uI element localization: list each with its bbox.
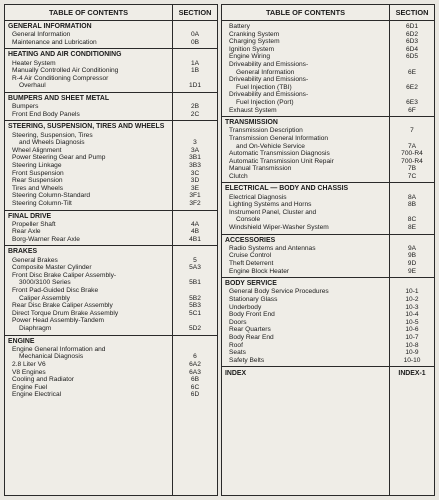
section-title: BODY SERVICE — [225, 280, 277, 288]
toc-section — [5, 49, 217, 93]
entry-label: Steering, Suspension, Tires — [12, 131, 93, 139]
entry-section-code: 9A — [407, 244, 417, 252]
entry-label: Charging System — [229, 38, 280, 46]
toc-entry[interactable] — [222, 209, 434, 217]
entry-label: Safety Belts — [229, 356, 265, 364]
entry-label: General Brakes — [12, 256, 58, 264]
entry-label: General Information — [236, 68, 295, 76]
section-title: ENGINE — [8, 337, 35, 345]
index-entry[interactable] — [222, 367, 434, 377]
entry-label: Automatic Transmission Unit Repair — [229, 157, 334, 165]
entry-label: Overhaul — [19, 82, 46, 90]
toc-entry[interactable] — [5, 103, 217, 111]
entry-label: Transmission General Information — [229, 134, 329, 142]
entry-section-code: 10-1 — [405, 288, 419, 296]
entry-label: Steering Linkage — [12, 161, 62, 169]
toc-entry[interactable] — [5, 132, 217, 140]
toc-entry[interactable] — [222, 38, 434, 46]
entry-section-code: 10-9 — [405, 349, 419, 357]
toc-section — [222, 183, 434, 234]
entry-label: Power Head Assembly-Tandem — [12, 317, 104, 325]
entry-section-code: 10-8 — [405, 341, 419, 349]
toc-section — [5, 211, 217, 247]
toc-entry[interactable] — [5, 154, 217, 162]
toc-entry[interactable] — [222, 319, 434, 327]
toc-entry[interactable] — [222, 23, 434, 31]
section-title: ACCESSORIES — [225, 236, 276, 244]
entry-label: Stationary Glass — [229, 296, 278, 304]
entry-section-code: 9E — [407, 267, 417, 275]
entry-label: Maintenance and Lubrication — [12, 38, 97, 46]
entry-label: Front Disc Brake Caliper Assembly- — [12, 271, 117, 279]
entry-label: Theft Deterrent — [229, 260, 274, 268]
header-title: TABLE OF CONTENTS — [222, 5, 390, 20]
entry-label: Console — [236, 216, 261, 224]
entry-label: Radio Systems and Antennas — [229, 244, 316, 252]
entry-label: Rear Suspension — [12, 177, 63, 185]
entry-label: Wheel Alignment — [12, 146, 62, 154]
toc-entry[interactable] — [222, 76, 434, 84]
entry-label: Front End Body Panels — [12, 110, 80, 118]
toc-entry[interactable] — [222, 91, 434, 99]
toc-entry[interactable] — [5, 82, 217, 90]
entry-section-code: 5 — [193, 256, 197, 264]
entry-section-code: 10-5 — [405, 318, 419, 326]
entry-section-code: 3F1 — [189, 192, 201, 200]
entry-label: Cooling and Radiator — [12, 376, 74, 384]
toc-entry[interactable] — [222, 173, 434, 181]
entry-section-code: 8E — [407, 224, 417, 232]
entry-label: Borg-Warner Rear Axle — [12, 235, 80, 243]
toc-entry[interactable] — [222, 296, 434, 304]
entry-section-code: 6D4 — [405, 45, 419, 53]
entry-label: Cranking System — [229, 30, 280, 38]
toc-entry[interactable] — [222, 61, 434, 69]
toc-entry[interactable] — [5, 228, 217, 236]
entry-label: Power Steering Gear and Pump — [12, 154, 106, 162]
toc-entry[interactable] — [222, 304, 434, 312]
toc-section — [5, 336, 217, 495]
toc-entry[interactable] — [5, 139, 217, 147]
entry-label: Engine Wiring — [229, 53, 271, 61]
entry-label: Cruise Control — [229, 252, 272, 260]
entry-label: Direct Torque Drum Brake Assembly — [12, 309, 119, 317]
entry-section-code: 6E — [407, 68, 417, 76]
toc-entry[interactable] — [222, 260, 434, 268]
entry-section-code: 2C — [190, 110, 200, 118]
entry-label: Steering Column-Tilt — [12, 199, 72, 207]
toc-entry[interactable] — [5, 295, 217, 303]
toc-entry[interactable] — [5, 170, 217, 178]
entry-label: Engine Fuel — [12, 383, 48, 391]
entry-label: R-4 Air Conditioning Compressor — [12, 74, 109, 82]
entry-label: Clutch — [229, 172, 248, 180]
toc-entry[interactable] — [222, 127, 434, 135]
entry-section-code: 6F — [408, 106, 416, 114]
toc-entry[interactable] — [222, 342, 434, 350]
header-section: SECTION — [395, 8, 429, 17]
entry-section-code: 7A — [407, 142, 417, 150]
entry-label: General Body Service Procedures — [229, 288, 329, 296]
entry-label: Driveability and Emissions- — [229, 60, 309, 68]
entry-label: 2.8 Liter V6 — [12, 361, 46, 369]
left-column-header — [5, 5, 217, 21]
entry-label: Steering Column-Standard — [12, 192, 91, 200]
entry-label: Doors — [229, 318, 247, 326]
toc-entry[interactable] — [5, 361, 217, 369]
entry-section-code: 700-R4 — [401, 157, 423, 165]
toc-entry[interactable] — [222, 135, 434, 143]
header-section: SECTION — [178, 8, 212, 17]
entry-label: Seats — [229, 349, 246, 357]
entry-section-code: 3 — [193, 139, 197, 147]
entry-section-code: 8A — [407, 193, 417, 201]
entry-section-code: 6A2 — [189, 361, 201, 369]
entry-section-code: 6C — [190, 383, 200, 391]
entry-label: Electrical Diagnosis — [229, 193, 287, 201]
entry-label: Automatic Transmission Diagnosis — [229, 150, 330, 158]
entry-label: Caliper Assembly — [19, 294, 70, 302]
entry-section-code: 8C — [407, 216, 417, 224]
entry-label: Body Rear End — [229, 334, 274, 341]
toc-section — [5, 93, 217, 121]
toc-entry[interactable] — [5, 272, 217, 280]
entry-label: Exhaust System — [229, 106, 277, 114]
entry-label: Fuel Injection (TBI) — [236, 83, 292, 91]
entry-section-code: 700-R4 — [401, 150, 423, 158]
entry-label: Battery — [229, 23, 250, 30]
entry-section-code: 10-4 — [405, 311, 419, 319]
section-title: STEERING, SUSPENSION, TIRES AND WHEELS — [8, 123, 165, 131]
entry-label: Manually Controlled Air Conditioning — [12, 67, 119, 75]
toc-entry[interactable] — [222, 150, 434, 158]
entry-label: Heater System — [12, 59, 56, 67]
toc-entry[interactable] — [222, 357, 434, 365]
toc-entry[interactable] — [222, 194, 434, 202]
entry-label: V8 Engines — [12, 368, 46, 376]
toc-entry[interactable] — [222, 288, 434, 296]
toc-entry[interactable] — [222, 334, 434, 342]
entry-label: Bumpers — [12, 103, 39, 111]
entry-section-code: 5B3 — [189, 302, 201, 310]
toc-entry[interactable] — [5, 111, 217, 119]
entry-label: Ignition System — [229, 45, 275, 53]
entry-label: 3000/3100 Series — [19, 279, 71, 287]
toc-entry[interactable] — [5, 317, 217, 325]
toc-entry[interactable] — [222, 311, 434, 319]
section-title: FINAL DRIVE — [8, 212, 52, 220]
entry-section-code: 10-10 — [403, 356, 421, 364]
entry-label: and Wheels Diagnosis — [19, 139, 85, 147]
entry-section-code: 10-2 — [405, 296, 419, 304]
entry-section-code: 10-3 — [405, 303, 419, 311]
entry-label: Tires and Wheels — [12, 184, 64, 192]
entry-section-code: 6D1 — [405, 23, 419, 30]
right-column-header — [222, 5, 434, 21]
entry-section-code: 6E2 — [406, 83, 418, 91]
entry-section-code: 0A — [190, 31, 200, 39]
entry-section-code: 6 — [193, 353, 197, 361]
left-column — [4, 4, 218, 496]
entry-section-code: 5B2 — [189, 294, 201, 302]
toc-entry[interactable] — [5, 192, 217, 200]
index-code: INDEX-1 — [398, 370, 426, 378]
toc-entry[interactable] — [222, 216, 434, 224]
toc-section — [5, 21, 217, 49]
entry-section-code: 6D — [190, 391, 200, 399]
toc-entry[interactable] — [5, 147, 217, 155]
toc-entry[interactable] — [222, 165, 434, 173]
entry-label: Mechanical Diagnosis — [19, 353, 84, 361]
entry-section-code: 10-7 — [405, 334, 419, 341]
entry-section-code: 3A — [190, 146, 200, 154]
toc-entry[interactable] — [222, 245, 434, 253]
toc-entry[interactable] — [5, 353, 217, 361]
section-title: BRAKES — [8, 248, 38, 256]
entry-label: Composite Master Cylinder — [12, 264, 92, 272]
entry-label: Rear Axle — [12, 228, 41, 236]
entry-label: Driveability and Emissions- — [229, 76, 309, 84]
section-title: HEATING AND AIR CONDITIONING — [8, 51, 122, 59]
toc-entry[interactable] — [5, 236, 217, 244]
toc-entry[interactable] — [5, 287, 217, 295]
entry-section-code: 7B — [407, 165, 417, 173]
entry-label: Front Suspension — [12, 169, 64, 177]
toc-entry[interactable] — [5, 60, 217, 68]
toc-entry[interactable] — [222, 31, 434, 39]
toc-entry[interactable] — [5, 384, 217, 392]
entry-label: Body Front End — [229, 311, 275, 319]
toc-entry[interactable] — [5, 310, 217, 318]
toc-entry[interactable] — [222, 158, 434, 166]
toc-section — [222, 117, 434, 183]
entry-section-code: 3B1 — [189, 154, 201, 162]
index-label: INDEX — [225, 370, 247, 378]
entry-section-code: 6E3 — [406, 98, 418, 106]
entry-section-code: 4B — [190, 228, 200, 236]
entry-section-code: 6D2 — [405, 30, 419, 38]
toc-entry[interactable] — [5, 162, 217, 170]
toc-entry[interactable] — [5, 200, 217, 208]
toc-entry[interactable] — [222, 268, 434, 276]
entry-label: Diaphragm — [19, 325, 52, 333]
toc-entry[interactable] — [5, 302, 217, 310]
toc-entry[interactable] — [5, 75, 217, 83]
entry-label: Rear Disc Brake Caliper Assembly — [12, 302, 113, 310]
toc-entry[interactable] — [222, 53, 434, 61]
toc-entry[interactable] — [222, 69, 434, 77]
entry-section-code: 0B — [190, 38, 200, 46]
entry-section-code: 10-6 — [405, 326, 419, 334]
toc-entry[interactable] — [5, 391, 217, 399]
toc-entry[interactable] — [5, 369, 217, 377]
toc-entry[interactable] — [5, 257, 217, 265]
toc-entry[interactable] — [5, 221, 217, 229]
toc-entry[interactable] — [222, 224, 434, 232]
toc-section — [5, 246, 217, 335]
entry-section-code: 5C1 — [188, 309, 202, 317]
toc-entry[interactable] — [5, 177, 217, 185]
entry-section-code: 3F2 — [189, 199, 201, 207]
header-title: TABLE OF CONTENTS — [5, 5, 173, 20]
entry-section-code: 1B — [190, 67, 200, 75]
entry-section-code: 4A — [190, 220, 200, 228]
toc-entry[interactable] — [222, 326, 434, 334]
entry-section-code: 6D5 — [405, 53, 419, 61]
entry-section-code: 1D1 — [188, 82, 202, 90]
toc-entry[interactable] — [222, 201, 434, 209]
toc-section — [222, 278, 434, 367]
entry-label: Rear Quarters — [229, 326, 271, 334]
entry-label: Engine General Information and — [12, 345, 106, 353]
toc-entry[interactable] — [5, 185, 217, 193]
entry-section-code: 7 — [410, 127, 414, 135]
entry-label: Fuel Injection (Port) — [236, 98, 294, 106]
table-of-contents-page — [4, 4, 435, 496]
entry-section-code: 5B1 — [189, 279, 201, 287]
entry-label: Front Pad-Guided Disc Brake — [12, 287, 99, 295]
toc-section — [5, 121, 217, 210]
toc-entry[interactable] — [5, 346, 217, 354]
toc-entry[interactable] — [222, 99, 434, 107]
entry-label: Windshield Wiper-Washer System — [229, 224, 329, 232]
entry-label: Instrument Panel, Cluster and — [229, 208, 317, 216]
entry-section-code: 6D3 — [405, 38, 419, 46]
toc-entry[interactable] — [5, 67, 217, 75]
toc-entry[interactable] — [5, 31, 217, 39]
entry-label: Underbody — [229, 303, 262, 311]
entry-section-code: 9D — [407, 260, 417, 268]
entry-section-code: 3E — [190, 184, 200, 192]
entry-section-code: 4B1 — [189, 235, 201, 243]
toc-entry[interactable] — [5, 39, 217, 47]
entry-section-code: 9B — [407, 252, 417, 260]
toc-entry[interactable] — [222, 84, 434, 92]
entry-section-code: 3D — [190, 177, 200, 185]
entry-section-code: 5A3 — [189, 264, 201, 272]
entry-label: and On-Vehicle Service — [236, 142, 305, 150]
entry-label: Roof — [229, 341, 243, 349]
toc-entry[interactable] — [222, 143, 434, 151]
entry-label: Manual Transmission — [229, 165, 292, 173]
entry-label: Propeller Shaft — [12, 220, 56, 228]
toc-entry[interactable] — [5, 264, 217, 272]
entry-section-code: 3C — [190, 169, 200, 177]
toc-entry[interactable] — [222, 349, 434, 357]
entry-label: Engine Electrical — [12, 391, 62, 399]
entry-section-code: 6B — [190, 376, 200, 384]
entry-section-code: 6A3 — [189, 368, 201, 376]
entry-section-code: 3B3 — [189, 161, 201, 169]
entry-label: Lighting Systems and Horns — [229, 201, 312, 209]
right-column — [221, 4, 435, 496]
toc-entry[interactable] — [5, 279, 217, 287]
entry-section-code: 2B — [190, 103, 200, 111]
toc-entry[interactable] — [222, 46, 434, 54]
entry-label: General Information — [12, 31, 71, 39]
section-title: GENERAL INFORMATION — [8, 23, 92, 30]
entry-label: Transmission Description — [229, 127, 303, 135]
index-section — [222, 367, 434, 495]
toc-section — [222, 235, 434, 279]
toc-entry[interactable] — [5, 325, 217, 333]
toc-entry[interactable] — [5, 376, 217, 384]
entry-section-code: 8B — [407, 201, 417, 209]
entry-label: Driveability and Emissions- — [229, 91, 309, 99]
section-title: ELECTRICAL — BODY AND CHASSIS — [225, 185, 349, 193]
toc-entry[interactable] — [222, 107, 434, 115]
toc-section — [222, 21, 434, 117]
entry-section-code: 7C — [407, 172, 417, 180]
section-title: BUMPERS AND SHEET METAL — [8, 94, 110, 102]
section-title: TRANSMISSION — [225, 119, 278, 127]
entry-section-code: 1A — [190, 59, 200, 67]
entry-label: Engine Block Heater — [229, 267, 290, 275]
toc-entry[interactable] — [222, 252, 434, 260]
entry-section-code: 5D2 — [188, 325, 202, 333]
